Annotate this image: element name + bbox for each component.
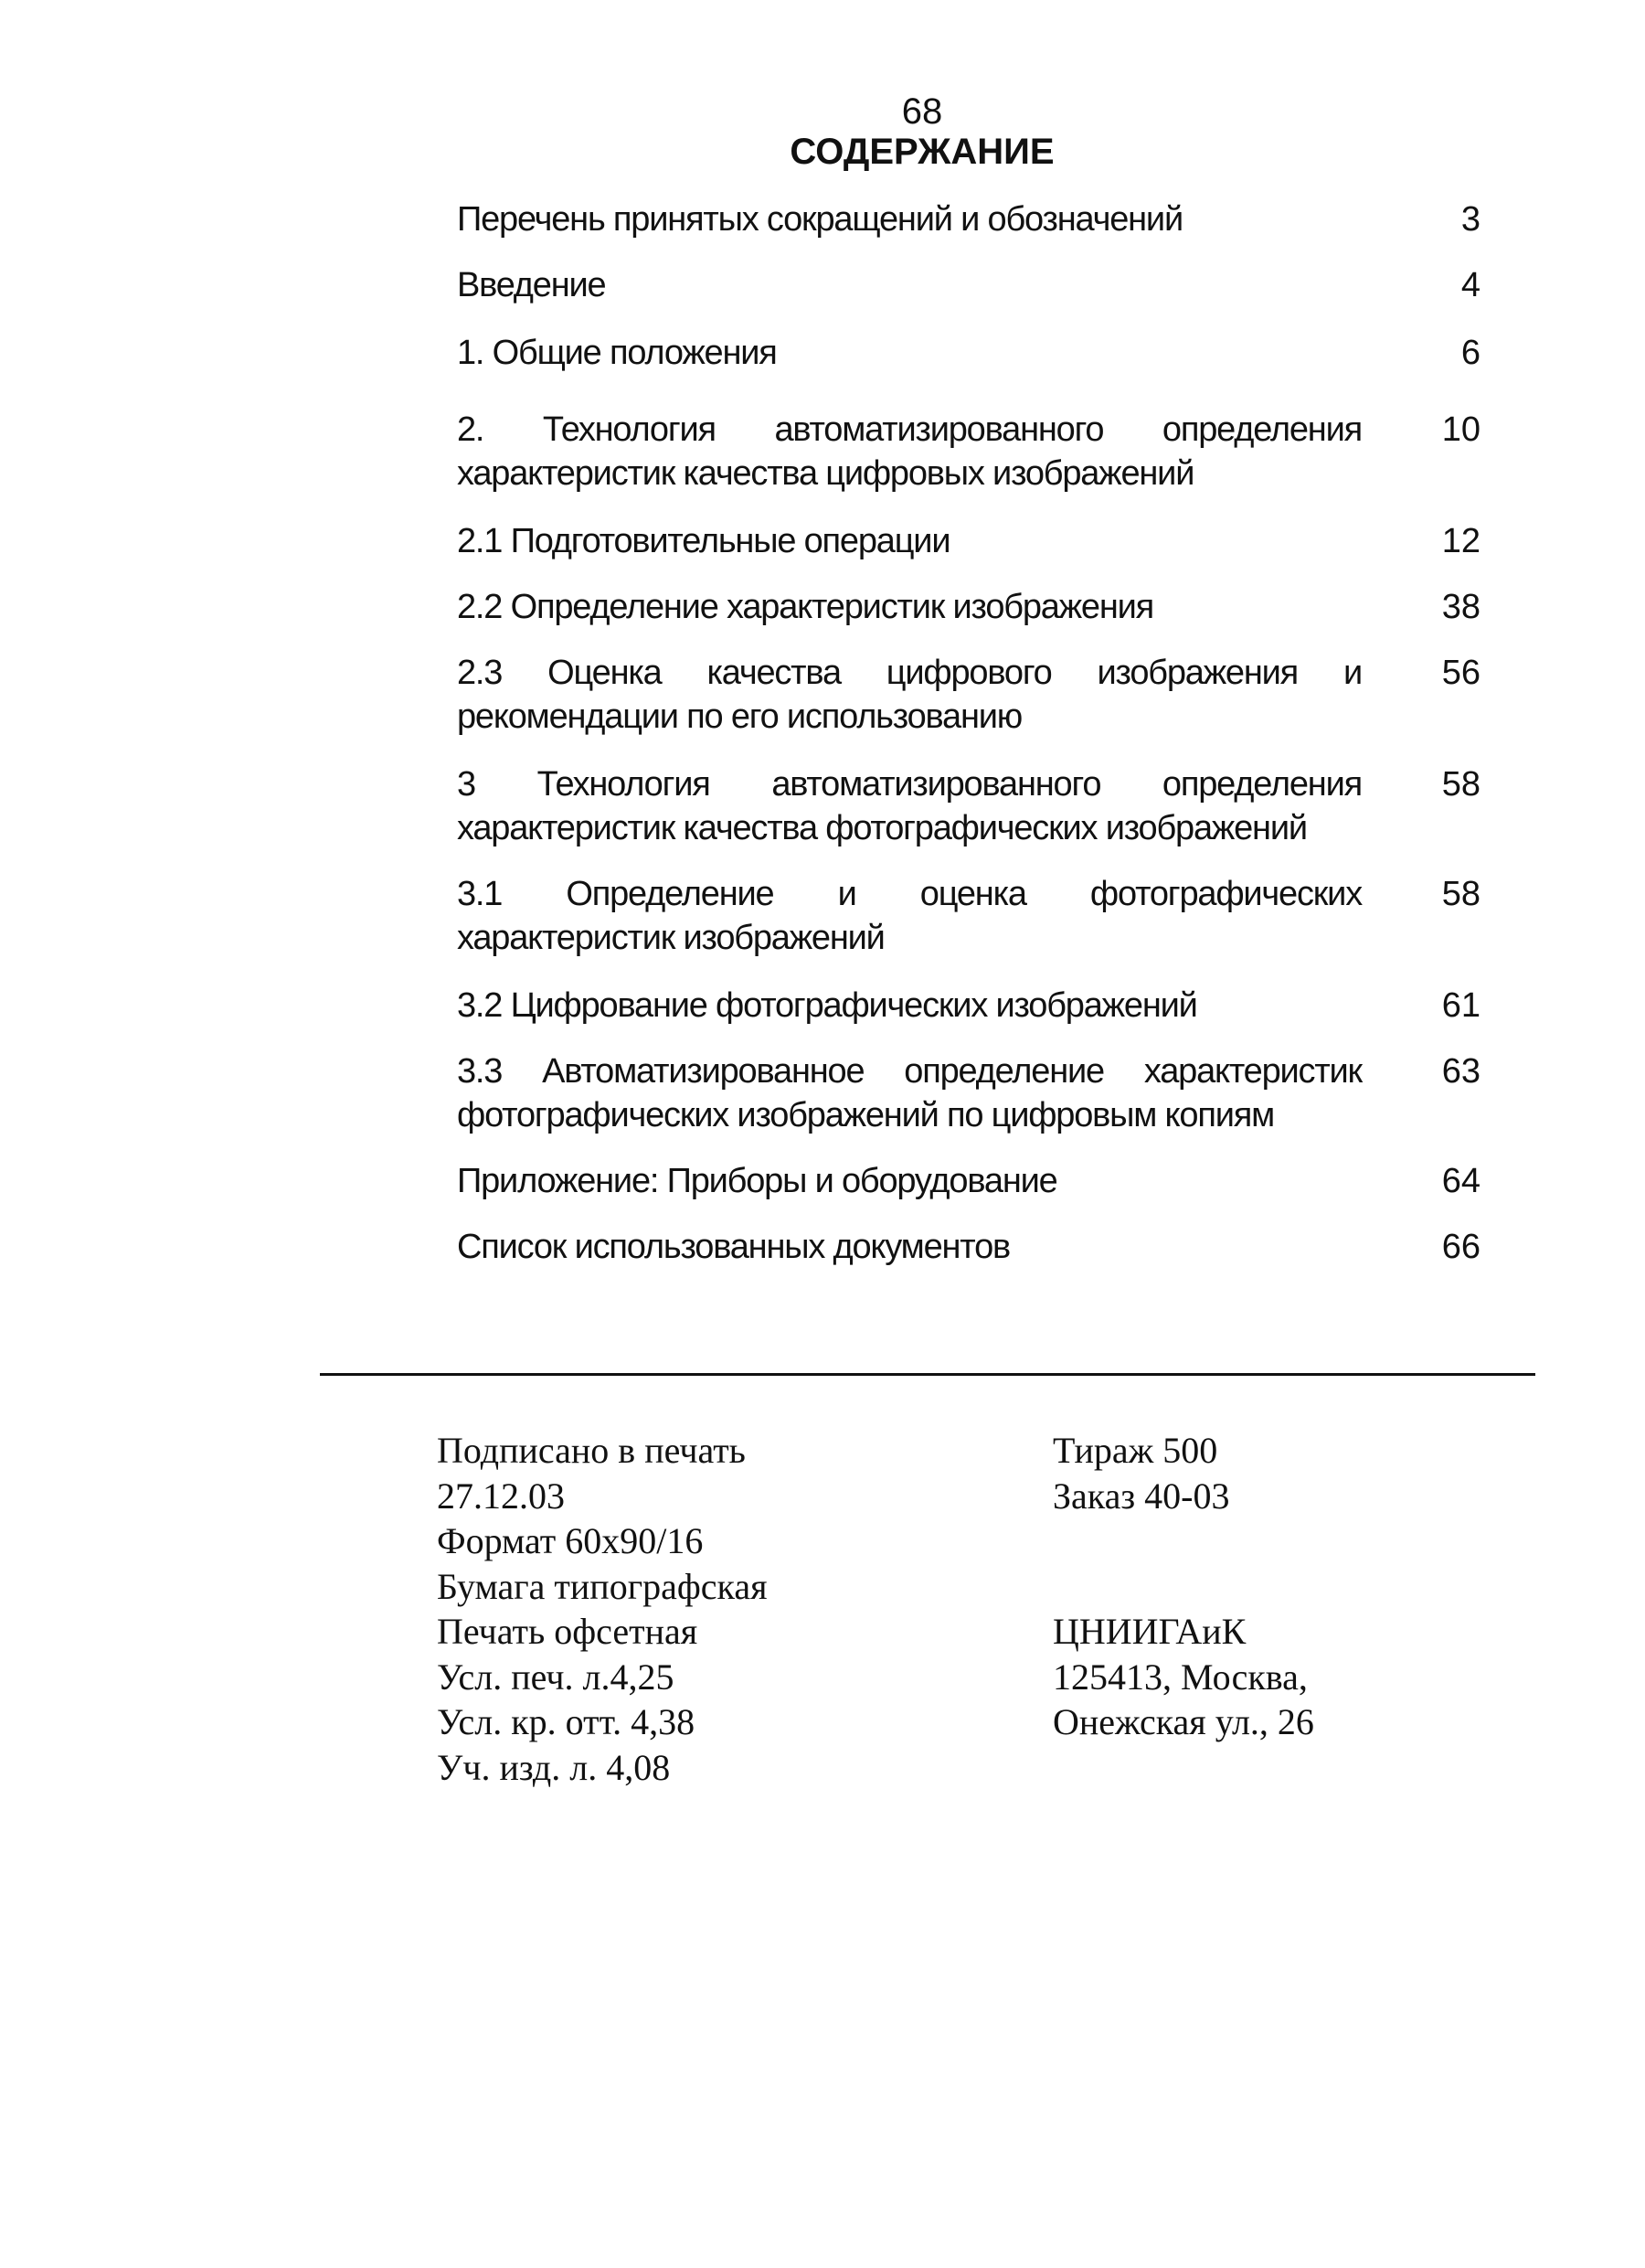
page-number: 68: [901, 91, 943, 132]
toc-item: [457, 585, 1480, 629]
toc-item: [457, 651, 1480, 739]
toc-item-page: 4: [1460, 266, 1480, 304]
toc-item: [457, 984, 1480, 1028]
imprint-line: Тираж 500: [1053, 1430, 1218, 1471]
toc-item-page: 61: [1441, 986, 1480, 1025]
toc-item: [457, 1049, 1480, 1137]
toc-item-title: 3.3 Автоматизированное определение характеристик фотографических изображений по цифровым копиям: [457, 1052, 1362, 1134]
toc-item-title: Введение: [457, 266, 606, 304]
toc-item-page: 64: [1441, 1162, 1480, 1200]
imprint-line: Бумага типографская: [437, 1565, 768, 1607]
toc-item-page: 38: [1441, 588, 1480, 626]
toc-item-page: 6: [1460, 334, 1480, 372]
toc-item: [457, 1159, 1480, 1203]
toc-item: [457, 519, 1480, 563]
toc-item-title: 2.1 Подготовительные операции: [457, 522, 950, 560]
imprint-circulation: [1053, 1428, 1230, 1518]
imprint-print-details: [437, 1428, 768, 1790]
toc-item-page: 58: [1441, 765, 1480, 804]
imprint-line: Уч. изд. л. 4,08: [437, 1746, 671, 1788]
toc-item: [457, 762, 1480, 850]
toc-item-page: 66: [1441, 1228, 1480, 1266]
toc-item-page: 3: [1460, 200, 1480, 239]
imprint-line: ЦНИИГАиК: [1053, 1611, 1247, 1652]
toc-item-page: 63: [1441, 1052, 1480, 1091]
imprint-line: Онежская ул., 26: [1053, 1701, 1314, 1742]
toc-item-page: 12: [1441, 522, 1480, 560]
toc-item: [457, 331, 1480, 375]
toc-item-page: 58: [1441, 875, 1480, 913]
toc-item-title: 2.2 Определение характеристик изображения: [457, 588, 1154, 626]
divider-line: [320, 1373, 1535, 1376]
imprint-line: Подписано в печать: [437, 1430, 746, 1471]
toc-item-title: 3 Технология автоматизированного определения характеристик качества фотографических изображений: [457, 765, 1362, 847]
toc-item: [457, 197, 1480, 241]
imprint-publisher-address: [1053, 1609, 1314, 1745]
imprint-line: 27.12.03: [437, 1475, 565, 1517]
imprint-line: Усл. печ. л.4,25: [437, 1656, 674, 1698]
imprint-line: Усл. кр. отт. 4,38: [437, 1701, 695, 1742]
imprint-line: Заказ 40-03: [1053, 1475, 1230, 1517]
imprint-line: Формат 60х90/16: [437, 1520, 704, 1561]
toc-item: [457, 1225, 1480, 1269]
imprint-line: Печать офсетная: [437, 1611, 698, 1652]
toc-item-title: 2.3 Оценка качества цифрового изображения и рекомендации по его использованию: [457, 654, 1362, 736]
imprint-line: 125413, Москва,: [1053, 1656, 1308, 1698]
toc-item-title: 2. Технология автоматизированного определения характеристик качества цифровых изображений: [457, 410, 1362, 493]
toc-item-title: 3.1 Определение и оценка фотографических характеристик изображений: [457, 875, 1362, 957]
toc-item-title: 3.2 Цифрование фотографических изображений: [457, 986, 1197, 1025]
toc-item: [457, 408, 1480, 495]
toc-item-title: Список использованных документов: [457, 1228, 1011, 1266]
toc-item-title: 1. Общие положения: [457, 334, 777, 372]
toc-heading: СОДЕРЖАНИЕ: [790, 132, 1055, 172]
toc-item-title: Приложение: Приборы и оборудование: [457, 1162, 1057, 1200]
toc-item: [457, 872, 1480, 960]
toc-item-title: Перечень принятых сокращений и обозначений: [457, 200, 1183, 239]
toc-item-page: 10: [1441, 410, 1480, 449]
toc-item-page: 56: [1441, 654, 1480, 692]
toc-item: [457, 263, 1480, 307]
